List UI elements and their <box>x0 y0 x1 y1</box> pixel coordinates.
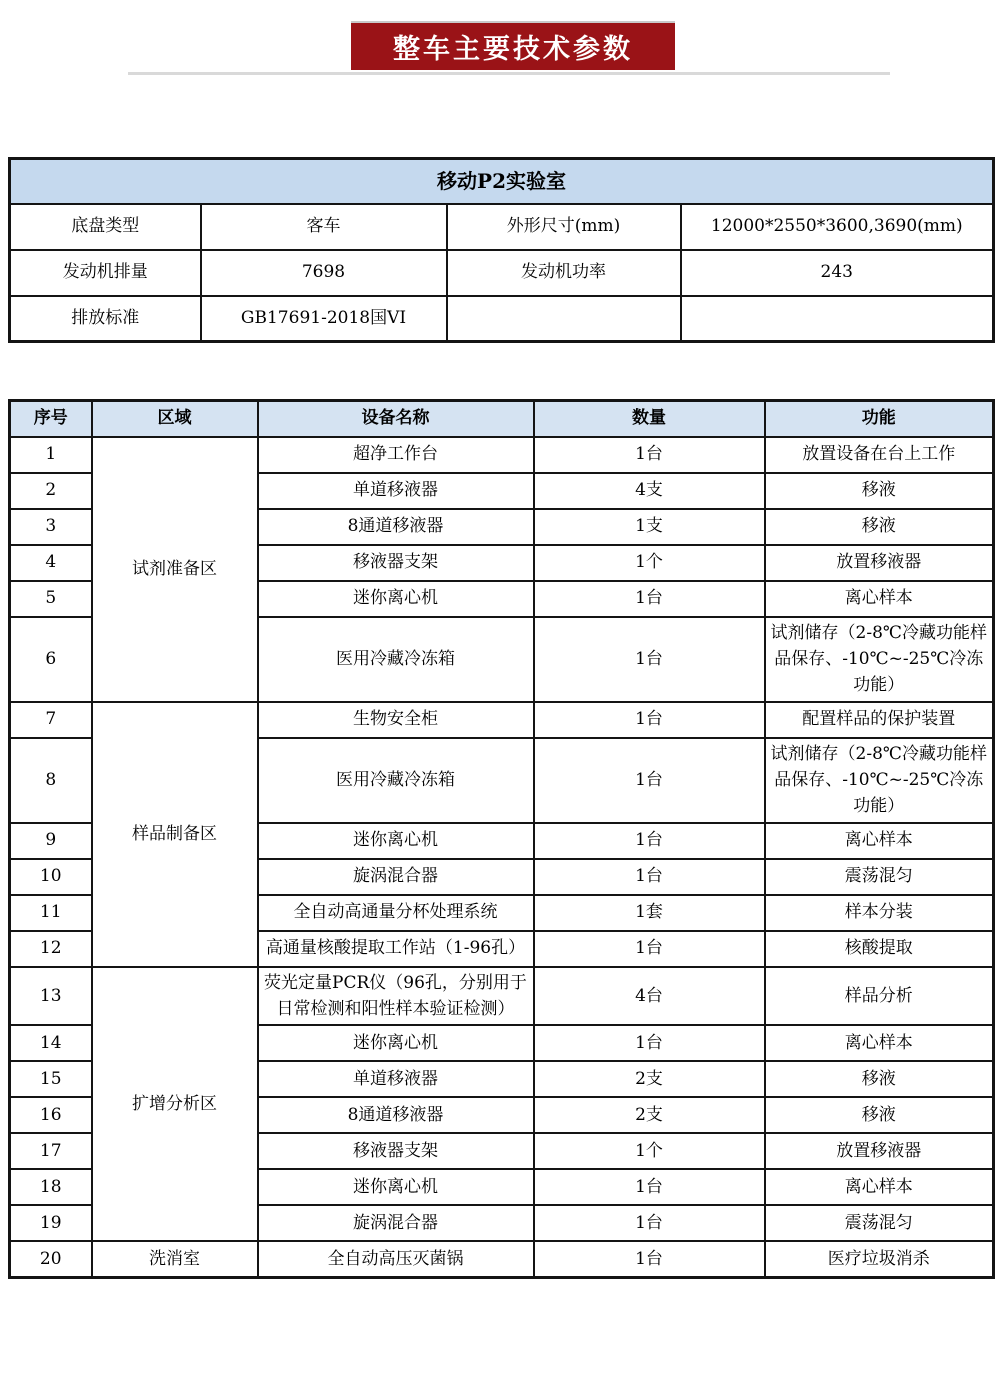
row-no: 16 <box>10 1097 92 1133</box>
area-cell: 洗消室 <box>92 1241 258 1277</box>
device-cell: 高通量核酸提取工作站（1-96孔） <box>258 931 534 967</box>
qty-cell: 1套 <box>534 895 765 931</box>
func-cell: 样品分析 <box>765 967 994 1026</box>
func-cell: 移液 <box>765 1061 994 1097</box>
device-cell: 全自动高压灭菌锅 <box>258 1241 534 1277</box>
param-label <box>447 296 681 342</box>
qty-cell: 1个 <box>534 1133 765 1169</box>
row-no: 2 <box>10 473 92 509</box>
area-cell: 样品制备区 <box>92 702 258 967</box>
func-cell: 样本分装 <box>765 895 994 931</box>
table-row <box>10 296 994 342</box>
qty-cell: 1台 <box>534 859 765 895</box>
device-cell: 单道移液器 <box>258 1061 534 1097</box>
col-header-no: 序号 <box>10 401 92 437</box>
device-cell: 迷你离心机 <box>258 823 534 859</box>
vehicle-params-table <box>8 157 995 343</box>
func-cell: 离心样本 <box>765 581 994 617</box>
table1-title: 移动P2实验室 <box>10 159 994 204</box>
row-no: 14 <box>10 1025 92 1061</box>
row-no: 18 <box>10 1169 92 1205</box>
param-value: GB17691-2018国VI <box>201 296 447 342</box>
col-header-device: 设备名称 <box>258 401 534 437</box>
qty-cell: 1台 <box>534 702 765 738</box>
param-value: 7698 <box>201 250 447 296</box>
table-row <box>10 702 994 738</box>
row-no: 5 <box>10 581 92 617</box>
row-no: 13 <box>10 967 92 1026</box>
device-cell: 超净工作台 <box>258 437 534 473</box>
func-cell: 震荡混匀 <box>765 859 994 895</box>
func-cell: 试剂储存（2-8℃冷藏功能样品保存、-10℃~-25℃冷冻功能） <box>765 617 994 702</box>
device-cell: 迷你离心机 <box>258 581 534 617</box>
row-no: 10 <box>10 859 92 895</box>
func-cell: 放置设备在台上工作 <box>765 437 994 473</box>
divider-line <box>128 72 890 75</box>
table-row <box>10 204 994 250</box>
param-label: 排放标准 <box>10 296 201 342</box>
param-value: 客车 <box>201 204 447 250</box>
qty-cell: 1台 <box>534 617 765 702</box>
row-no: 7 <box>10 702 92 738</box>
func-cell: 核酸提取 <box>765 931 994 967</box>
qty-cell: 1台 <box>534 823 765 859</box>
row-no: 1 <box>10 437 92 473</box>
device-cell: 旋涡混合器 <box>258 859 534 895</box>
qty-cell: 1台 <box>534 1169 765 1205</box>
qty-cell: 1台 <box>534 1205 765 1241</box>
row-no: 15 <box>10 1061 92 1097</box>
banner-area <box>0 0 1000 76</box>
func-cell: 医疗垃圾消杀 <box>765 1241 994 1277</box>
device-cell: 医用冷藏冷冻箱 <box>258 617 534 702</box>
qty-cell: 1台 <box>534 437 765 473</box>
param-value: 12000*2550*3600,3690(mm) <box>681 204 994 250</box>
device-cell: 荧光定量PCR仪（96孔，分别用于日常检测和阳性样本验证检测） <box>258 967 534 1026</box>
device-cell: 移液器支架 <box>258 1133 534 1169</box>
device-cell: 生物安全柜 <box>258 702 534 738</box>
func-cell: 离心样本 <box>765 823 994 859</box>
func-cell: 移液 <box>765 509 994 545</box>
area-cell: 试剂准备区 <box>92 437 258 702</box>
device-cell: 移液器支架 <box>258 545 534 581</box>
param-label: 发动机排量 <box>10 250 201 296</box>
qty-cell: 4支 <box>534 473 765 509</box>
device-cell: 单道移液器 <box>258 473 534 509</box>
col-header-qty: 数量 <box>534 401 765 437</box>
param-label: 底盘类型 <box>10 204 201 250</box>
qty-cell: 1台 <box>534 738 765 823</box>
device-cell: 医用冷藏冷冻箱 <box>258 738 534 823</box>
device-cell: 全自动高通量分杯处理系统 <box>258 895 534 931</box>
func-cell: 移液 <box>765 473 994 509</box>
area-cell: 扩增分析区 <box>92 967 258 1242</box>
qty-cell: 1支 <box>534 509 765 545</box>
param-label: 外形尺寸(mm) <box>447 204 681 250</box>
table-row <box>10 967 994 1026</box>
func-cell: 配置样品的保护装置 <box>765 702 994 738</box>
qty-cell: 4台 <box>534 967 765 1026</box>
func-cell: 试剂储存（2-8℃冷藏功能样品保存、-10℃~-25℃冷冻功能） <box>765 738 994 823</box>
row-no: 19 <box>10 1205 92 1241</box>
device-cell: 8通道移液器 <box>258 509 534 545</box>
device-cell: 8通道移液器 <box>258 1097 534 1133</box>
table-header-row <box>10 401 994 437</box>
func-cell: 放置移液器 <box>765 1133 994 1169</box>
device-cell: 旋涡混合器 <box>258 1205 534 1241</box>
qty-cell: 1台 <box>534 1025 765 1061</box>
qty-cell: 2支 <box>534 1061 765 1097</box>
param-value: 243 <box>681 250 994 296</box>
row-no: 6 <box>10 617 92 702</box>
param-value <box>681 296 994 342</box>
func-cell: 震荡混匀 <box>765 1205 994 1241</box>
device-cell: 迷你离心机 <box>258 1169 534 1205</box>
row-no: 20 <box>10 1241 92 1277</box>
row-no: 4 <box>10 545 92 581</box>
col-header-area: 区域 <box>92 401 258 437</box>
page-title-banner <box>351 21 675 70</box>
table-row <box>10 437 994 473</box>
param-label: 发动机功率 <box>447 250 681 296</box>
row-no: 9 <box>10 823 92 859</box>
qty-cell: 2支 <box>534 1097 765 1133</box>
device-cell: 迷你离心机 <box>258 1025 534 1061</box>
row-no: 8 <box>10 738 92 823</box>
row-no: 11 <box>10 895 92 931</box>
table-row <box>10 250 994 296</box>
qty-cell: 1台 <box>534 581 765 617</box>
qty-cell: 1台 <box>534 1241 765 1277</box>
func-cell: 放置移液器 <box>765 545 994 581</box>
row-no: 3 <box>10 509 92 545</box>
qty-cell: 1台 <box>534 931 765 967</box>
func-cell: 移液 <box>765 1097 994 1133</box>
col-header-func: 功能 <box>765 401 994 437</box>
func-cell: 离心样本 <box>765 1169 994 1205</box>
equipment-table <box>8 399 995 1279</box>
row-no: 12 <box>10 931 92 967</box>
func-cell: 离心样本 <box>765 1025 994 1061</box>
page-title: 整车主要技术参数 <box>393 34 633 65</box>
row-no: 17 <box>10 1133 92 1169</box>
table-row <box>10 1241 994 1277</box>
qty-cell: 1个 <box>534 545 765 581</box>
